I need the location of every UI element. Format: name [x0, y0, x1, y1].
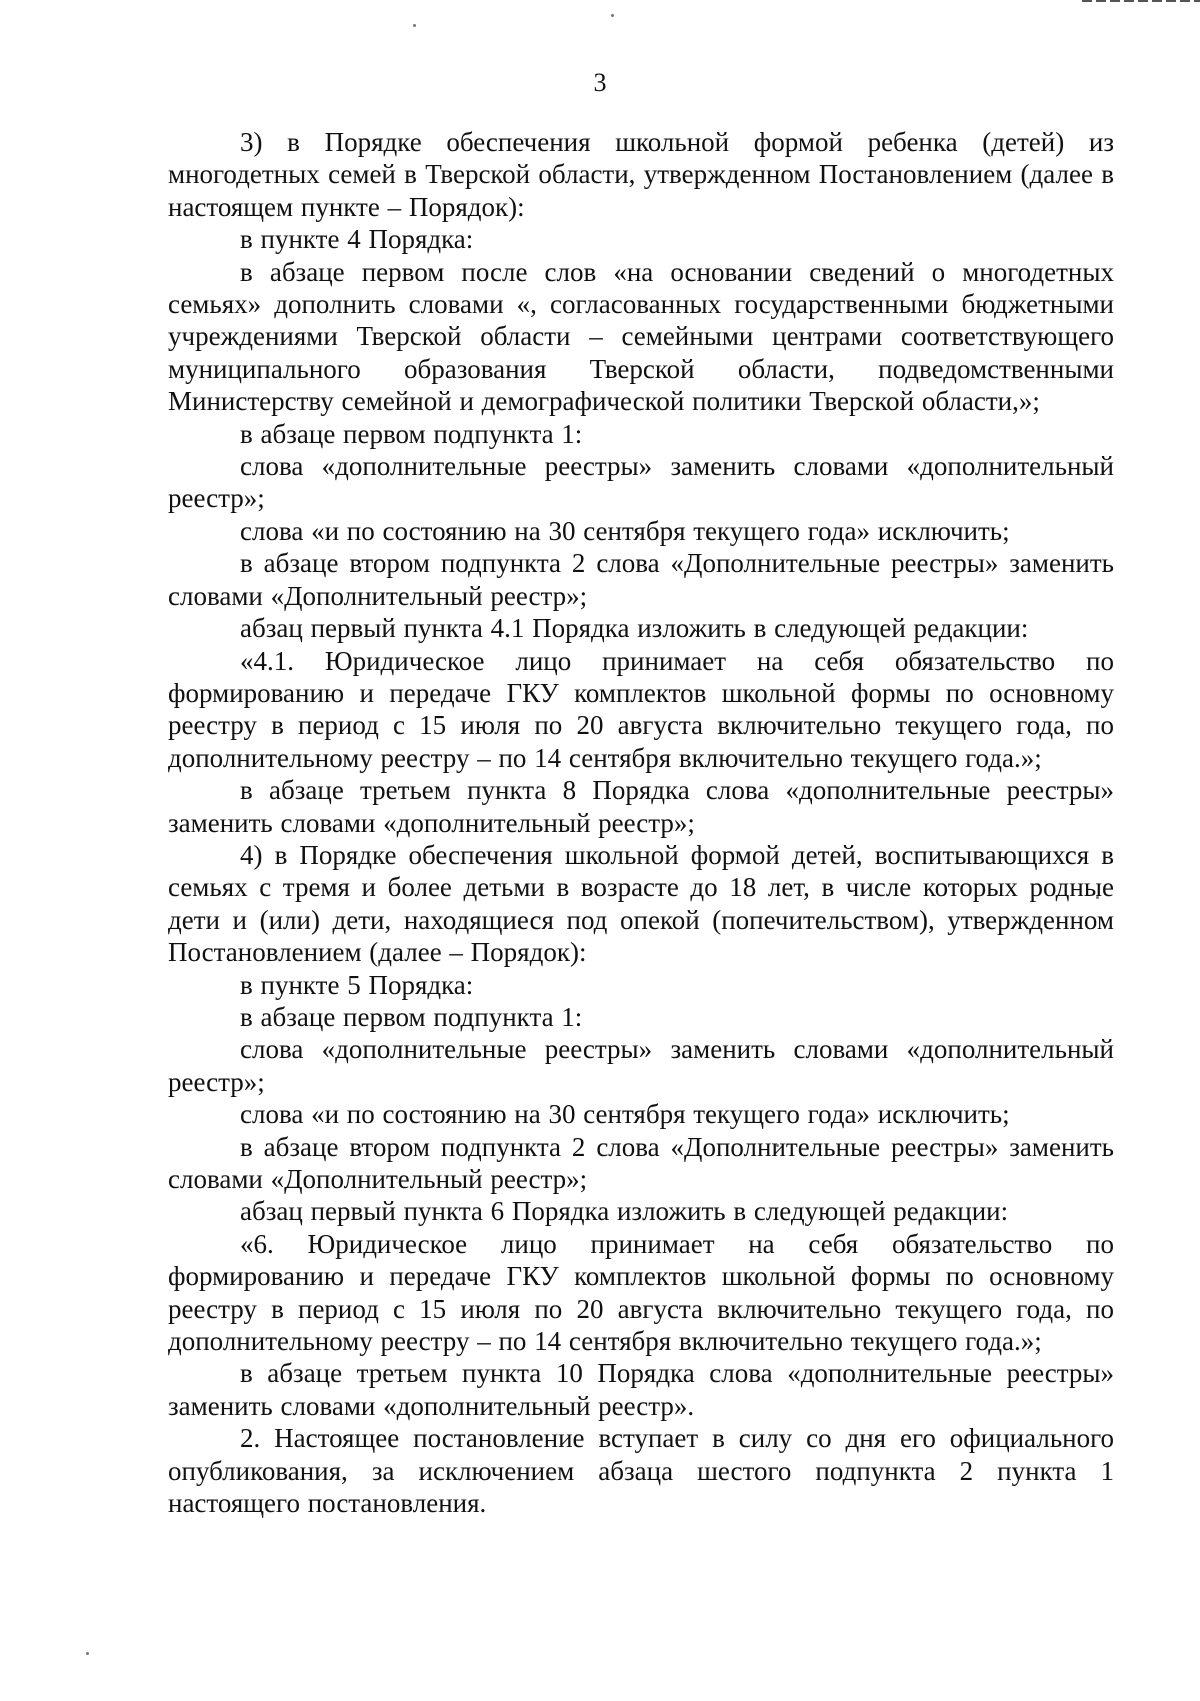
paragraph: в абзаце третьем пункта 10 Порядка слова «дополнительные реестры» заменить словами «дополнительный реестр». [168, 1358, 1114, 1421]
paragraph: в пункте 4 Порядка: [240, 224, 474, 255]
paragraph: 3) в Порядке обеспечения школьной формой ребенка (детей) из многодетных семей в Тверской области, утвержденном Постановлением (далее в настоящем пункте – Порядок): [168, 127, 1114, 222]
scan-edge-mark [1082, 0, 1200, 2]
page-number: 3 [593, 68, 607, 97]
paragraph: в абзаце втором подпункта 2 слова «Дополнительные реестры» заменить словами «Дополнительный реестр»; [168, 1131, 1114, 1194]
paragraph: «4.1. Юридическое лицо принимает на себя обязательство по формированию и передаче ГКУ комплектов школьной формы по основному реестру в период с 15 июля по 20 августа включительно текущего года, по дополнительному реестру – по 14 сентября включительно текущего года.»; [168, 645, 1114, 773]
paragraph: в абзаце первом подпункта 1: [240, 418, 583, 449]
paragraph: абзац первый пункта 6 Порядка изложить в следующей редакции: [240, 1196, 1009, 1227]
paragraph: в абзаце третьем пункта 8 Порядка слова «дополнительные реестры» заменить словами «дополнительный реестр»; [168, 775, 1114, 838]
scan-speck [413, 24, 416, 27]
paragraph: в абзаце первом подпункта 1: [240, 1001, 583, 1032]
document-body [168, 126, 1114, 1519]
paragraph: слова «дополнительные реестры» заменить словами «дополнительный реестр»; [168, 1034, 1114, 1097]
paragraph: в абзаце первом после слов «на основании сведений о многодетных семьях» дополнить словами «, согласованных государственными бюджетными учреждениями Тверской области – семейными центрами соответствующего муниципального образования Тверской области, подведомственными Министерству семейной и демографической политики Тверской области,»; [168, 256, 1114, 417]
scan-speck [611, 14, 614, 17]
paragraph: слова «и по состоянию на 30 сентября текущего года» исключить; [240, 1099, 1010, 1130]
paragraph: 4) в Порядке обеспечения школьной формой детей, воспитывающихся в семьях с тремя и более детьми в возрасте до 18 лет, в числе которых родные дети и (или) дети, находящиеся под опекой (попечительством), утвержденном Постановлением (далее – Порядок): [168, 839, 1114, 968]
paragraph: «6. Юридическое лицо принимает на себя обязательство по формированию и передаче ГКУ комплектов школьной формы по основному реестру в период с 15 июля по 20 августа включительно текущего года, по дополнительному реестру – по 14 сентября включительно текущего года.»; [168, 1228, 1114, 1357]
scan-speck [86, 1652, 89, 1655]
paragraph: в абзаце втором подпункта 2 слова «Дополнительные реестры» заменить словами «Дополнительный реестр»; [168, 548, 1114, 611]
paragraph: абзац первый пункта 4.1 Порядка изложить в следующей редакции: [240, 613, 1029, 644]
paragraph: слова «дополнительные реестры» заменить словами «дополнительный реестр»; [168, 451, 1114, 514]
paragraph: слова «и по состоянию на 30 сентября текущего года» исключить; [240, 515, 1010, 546]
paragraph: 2. Настоящее постановление вступает в силу со дня его официального опубликования, за исключением абзаца шестого подпункта 2 пункта 1 настоящего постановления. [168, 1423, 1114, 1519]
paragraph: в пункте 5 Порядка: [240, 969, 474, 1000]
